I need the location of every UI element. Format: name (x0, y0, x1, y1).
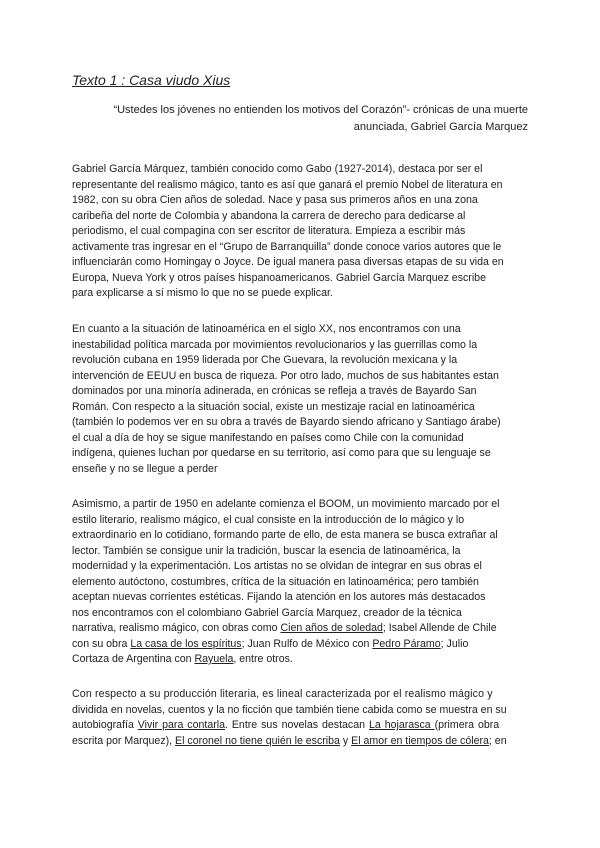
text-line (72, 637, 528, 653)
book-title-la-hojarasca: La hojarasca (368, 719, 435, 731)
paragraph-context (72, 322, 528, 477)
text-line: nos encontramos con el colombiano Gabriel García Marquez, creador de la técnica (72, 606, 462, 619)
book-title-el-amor-colera: El amor en tiempos de cólera (351, 734, 489, 747)
text-line: dominados por una minoría adinerada, en crónicas se refleja a través de Bayardo San (72, 385, 477, 397)
text-run: (primera obra (434, 719, 500, 731)
paragraph-production (72, 687, 528, 749)
text-line: (también lo podemos ver en su obra a través de Bayardo siendo africano y Santiago árabe) (72, 416, 501, 428)
text-run: escrita por Marquez), (72, 734, 176, 747)
book-title-casa-espiritus: La casa de los espíritus (130, 637, 242, 650)
text-line: dividida en novelas, cuentos y la no ficción que también tiene cabida como se muestra en su (72, 703, 507, 716)
book-title-pedro-paramo: Pedro Páramo (372, 637, 441, 650)
text-line: Con respecto a su producción literaria, es lineal caracterizada por el realismo mágico y (72, 688, 493, 700)
book-title-cien-anos: Cien años de soledad (280, 622, 383, 634)
epigraph-quote (96, 102, 528, 136)
paragraph-biography (72, 162, 528, 302)
text-line: aceptan nuevas corrientes estéticas. Fijando la atención en los autores más destacados (72, 591, 486, 603)
text-line: 1982, con su obra Cien años de soledad. Nace y pasa sus primeros años en una zona (72, 194, 478, 206)
text-line: Gabriel García Márquez, también conocido como Gabo (1927-2014), destaca por ser el (72, 163, 483, 175)
text-line: representante del realismo mágico, tanto es así que ganará el premio Nobel de literatura en (72, 178, 503, 191)
book-title-vivir-para-contarla: Vivir para contarla (137, 719, 225, 731)
text-line: influenciarán como Homingay o Joyce. De igual manera pasa diversas etapas de su vida en (72, 256, 504, 268)
text-run: ; Julio (440, 637, 469, 650)
text-line: elemento autóctono, costumbres, crítica de la situación en latinoamérica; pero también (72, 575, 479, 588)
text-line: Román. Con respecto a la situación social, existe un mestizaje racial en latinoamérica (72, 400, 475, 413)
text-line: intervención de EEUU en busca de riqueza. Por otro lado, muchos de sus habitantes estan (72, 369, 499, 382)
paragraph-boom (72, 497, 528, 668)
text-run: autobiografía (72, 719, 138, 731)
text-line: activamente tras ingresar en el “Grupo de Barranquilla” donde conoce varios autores que le (72, 240, 502, 253)
text-line: extraordinario en lo cotidiano, formando parte de ello, de esta manera se busca extrañar al (72, 529, 498, 541)
text-line: revolución cubana en 1959 liderada por Che Guevara, la revolución mexicana y la (72, 354, 458, 366)
text-line: caribeña del norte de Colombia y abandona la carrera de derecho para dedicarse al (72, 209, 466, 222)
text-line: el cual a día de hoy se sigue manifestando en países como Chile con la comunidad (72, 431, 464, 444)
text-line: indígena, quienes luchan por quedarse en su territorio, así como para que su lenguaje se (72, 447, 491, 459)
text-run: y (339, 734, 352, 747)
text-run: , entre otros. (233, 653, 293, 665)
text-run: . Entre sus novelas destacan (224, 719, 369, 731)
text-line: Asimismo, a partir de 1950 en adelante comienza el BOOM, un movimiento marcado por el (72, 498, 500, 510)
text-line: enseñe y no se llegue a perder (72, 462, 218, 475)
text-line (72, 734, 528, 750)
text-run: ; en (488, 734, 507, 747)
text-line (72, 621, 528, 637)
book-title-el-coronel: El coronel no tiene quién le escriba (175, 734, 340, 747)
text-line: para explicarse a sí mismo lo que no se puede explicar. (72, 287, 333, 299)
text-line: lector. También se consigue unir la tradición, buscar la esencia de latinoamérica, la (72, 544, 461, 557)
text-line: inestabilidad política marcada por movimientos revolucionarios y las guerrillas como la (72, 338, 478, 351)
text-run: narrativa, realismo mágico, con obras como (72, 622, 281, 634)
text-line: Europa, Nueva York y otros países hispanoamericanos. Gabriel García Marquez escribe (72, 271, 486, 284)
text-line: estilo literario, realismo mágico, el cual consiste en la introducción de lo mágico y lo (72, 513, 465, 526)
quote-attribution: anunciada, Gabriel García Marquez (353, 121, 528, 133)
text-run: ; Juan Rulfo de México con (241, 637, 373, 650)
quote-line: “Ustedes los jóvenes no entienden los motivos del Corazón”- crónicas de una muerte (113, 104, 528, 116)
text-line: periodismo, el cual compagina con ser escritor de literatura. Empieza a escribir más (72, 225, 466, 237)
text-line (72, 718, 528, 734)
document-title: Texto 1 : Casa viudo Xius (72, 72, 231, 88)
book-title-rayuela: Rayuela (194, 653, 234, 665)
text-line: modernidad y la experimentación. Los artistas no se olvidan de integrar en sus obras el (72, 560, 482, 572)
text-run: con su obra (72, 637, 131, 650)
text-line (72, 652, 528, 668)
text-line: En cuanto a la situación de latinoamérica en el siglo XX, nos encontramos con una (72, 323, 461, 335)
text-run: Cortaza de Argentina con (72, 653, 195, 665)
text-run: ; Isabel Allende de Chile (382, 622, 497, 634)
